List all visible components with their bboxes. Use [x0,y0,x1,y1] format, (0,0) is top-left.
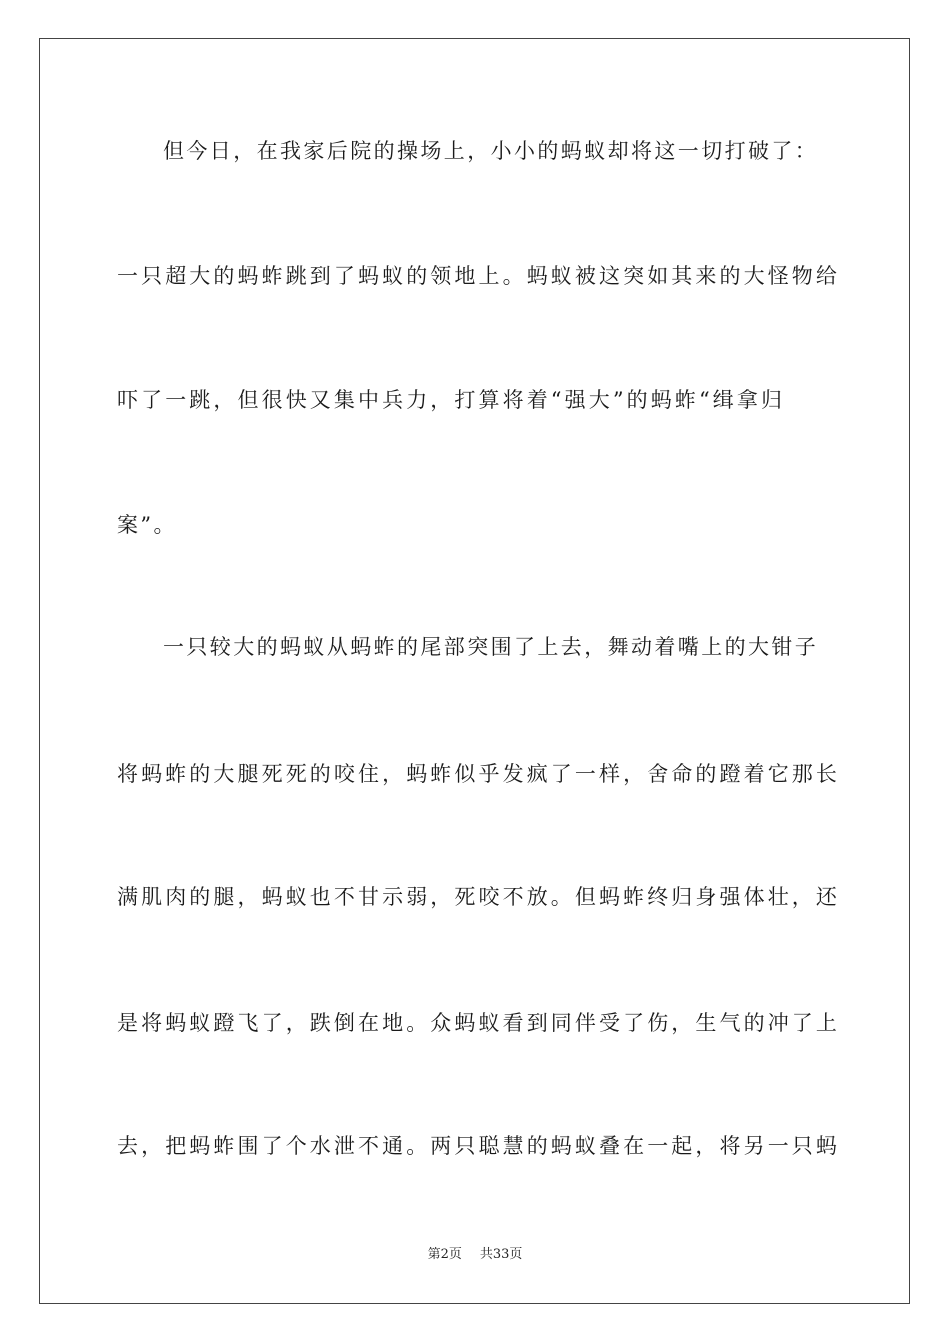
paragraph-line: 去，把蚂蚱围了个水泄不通。两只聪慧的蚂蚁叠在一起，将另一只蚂 [117,1134,840,1158]
paragraph-line: 一只较大的蚂蚁从蚂蚱的尾部突围了上去，舞动着嘴上的大钳子 [163,635,819,659]
page-total: 共33页 [479,1247,523,1262]
page-number: 第2页 [427,1247,462,1262]
paragraph-line: 是将蚂蚁蹬飞了，跌倒在地。众蚂蚁看到同伴受了伤，生气的冲了上 [117,1011,840,1035]
paragraph-line: 案”。 [117,513,177,537]
paragraph-line: 将蚂蚱的大腿死死的咬住，蚂蚱似乎发疯了一样，舍命的蹬着它那长 [117,762,840,786]
page-border [39,38,910,1304]
page-footer [0,1246,950,1264]
paragraph-line: 一只超大的蚂蚱跳到了蚂蚁的领地上。蚂蚁被这突如其来的大怪物给 [117,264,840,288]
paragraph-line: 吓了一跳，但很快又集中兵力，打算将着“强大”的蚂蚱“缉拿归 [117,388,786,412]
paragraph-line: 满肌肉的腿，蚂蚁也不甘示弱，死咬不放。但蚂蚱终归身强体壮，还 [117,885,840,909]
paragraph-line: 但今日，在我家后院的操场上，小小的蚂蚁却将这一切打破了： [163,139,819,163]
